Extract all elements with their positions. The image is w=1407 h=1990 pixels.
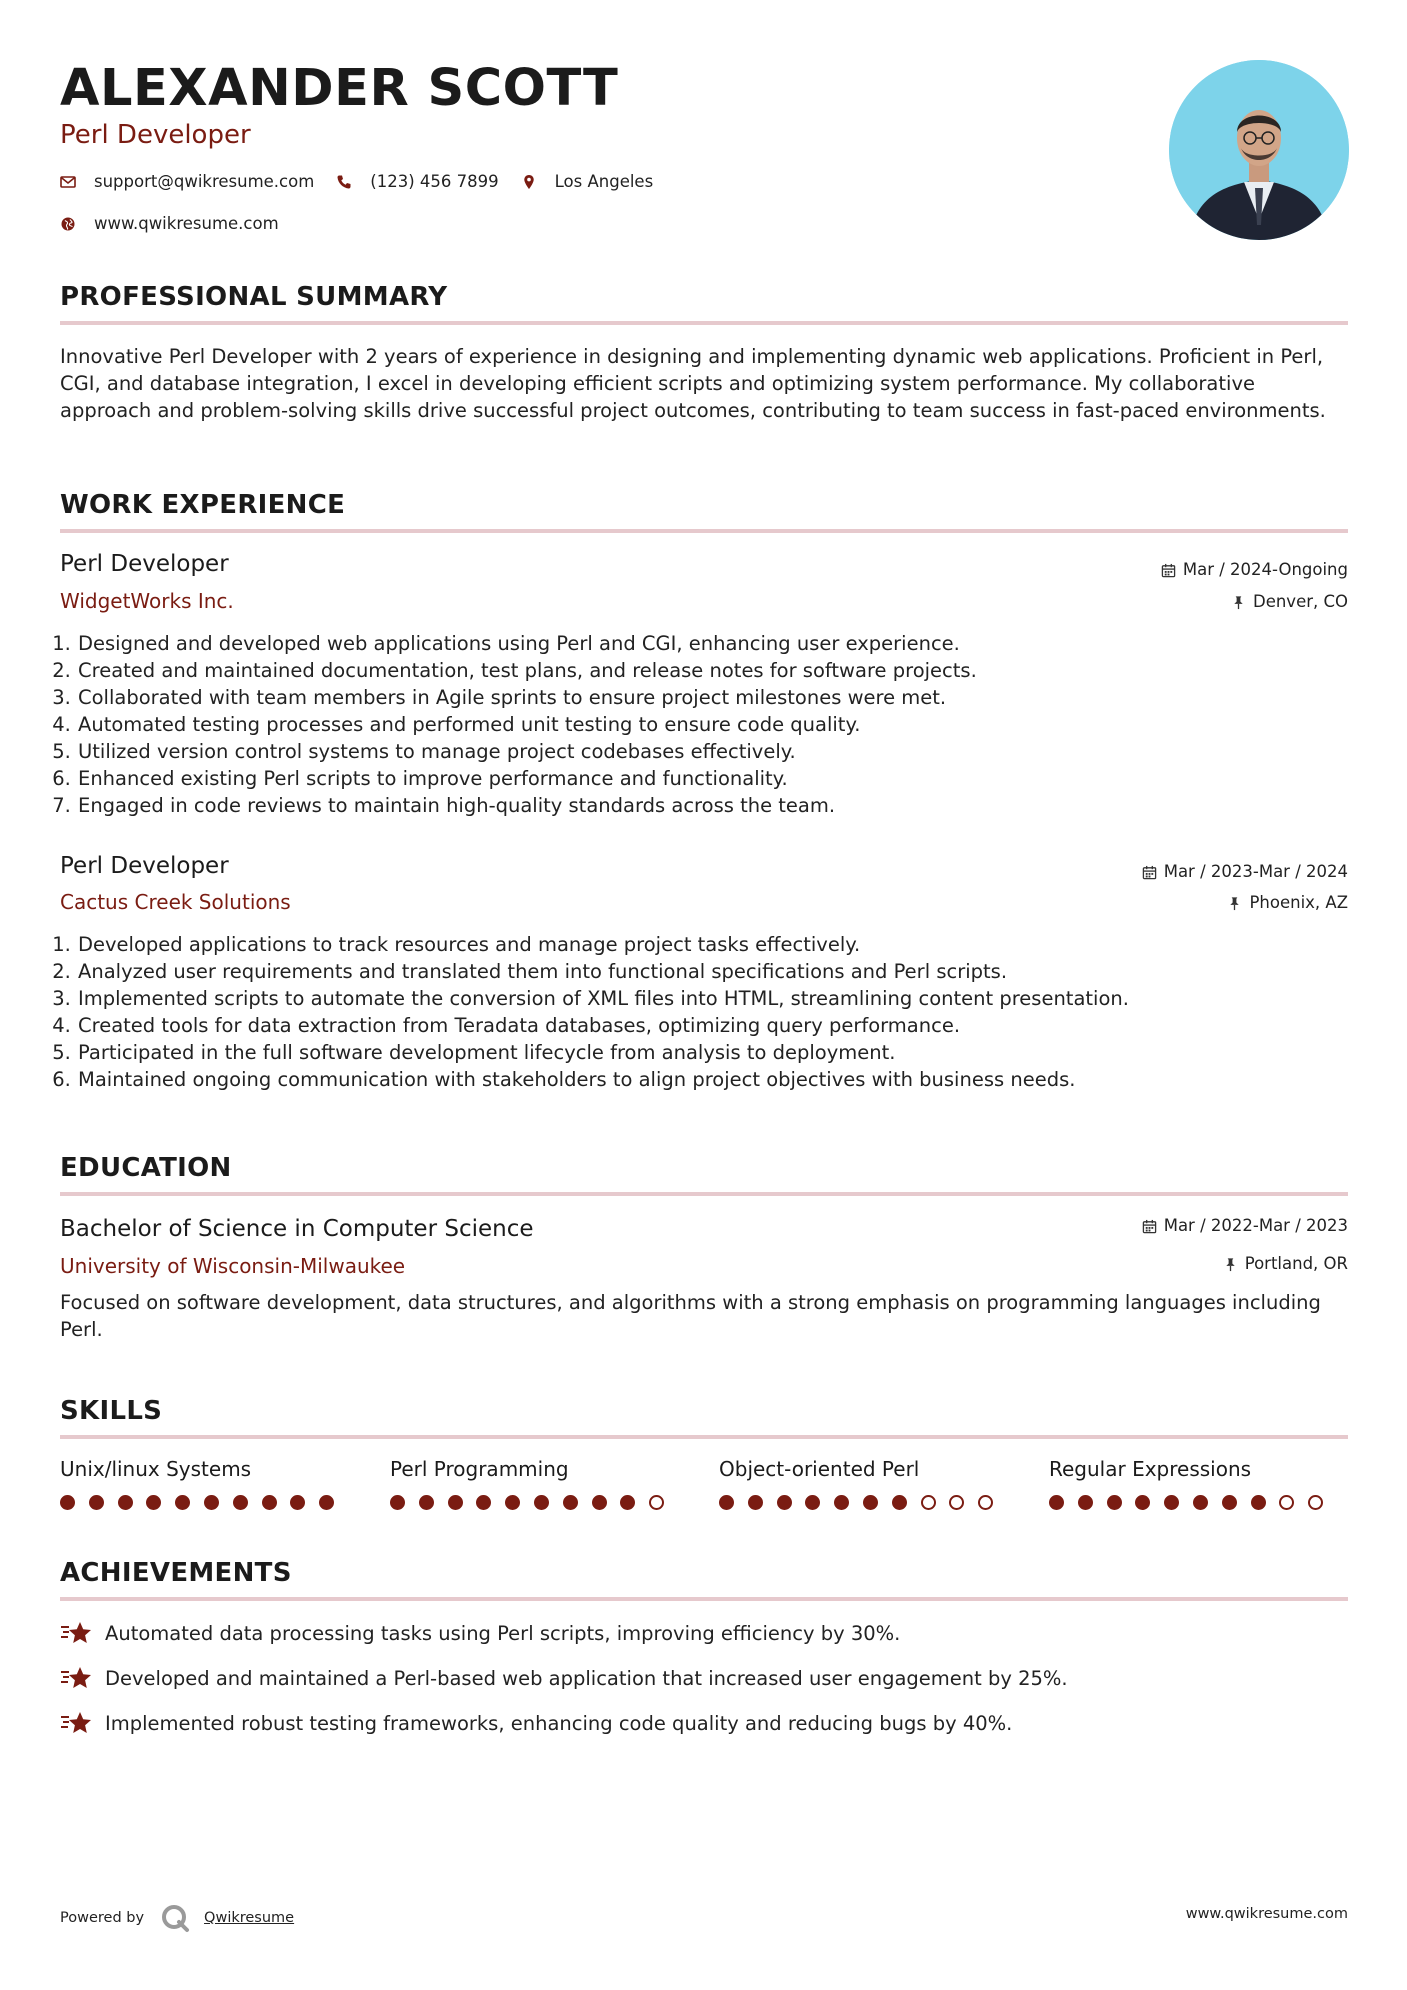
star-icon xyxy=(60,1665,93,1692)
section-divider xyxy=(60,321,1348,325)
rating-dot-filled xyxy=(620,1495,635,1510)
rating-dot-filled xyxy=(204,1495,219,1510)
rating-dot-filled xyxy=(1049,1495,1064,1510)
job-location xyxy=(1231,591,1348,613)
duty-item: 5. Utilized version control systems to manage project codebases effectively. xyxy=(77,738,1348,765)
education-heading: EDUCATION xyxy=(60,1153,232,1183)
footer-powered-by xyxy=(60,1903,294,1933)
rating-dot-filled xyxy=(448,1495,463,1510)
rating-dot-filled xyxy=(805,1495,820,1510)
experience-heading: WORK EXPERIENCE xyxy=(60,490,346,520)
pushpin-icon xyxy=(1227,896,1242,911)
pushpin-icon xyxy=(1231,595,1246,610)
location-text: Denver, CO xyxy=(1252,592,1348,611)
school-name: University of Wisconsin-Milwaukee xyxy=(60,1254,406,1278)
duty-item: 6. Maintained ongoing communication with stakeholders to align project objectives with business needs. xyxy=(77,1066,1348,1093)
contact-row xyxy=(60,172,675,191)
rating-dot-filled xyxy=(863,1495,878,1510)
rating-dot-filled xyxy=(1222,1495,1237,1510)
rating-dot-filled xyxy=(1164,1495,1179,1510)
company-name: WidgetWorks Inc. xyxy=(60,589,234,613)
education-location xyxy=(1223,1253,1348,1275)
skill-name: Unix/linux Systems xyxy=(60,1457,252,1481)
skill-name: Object-oriented Perl xyxy=(719,1457,920,1481)
envelope-icon xyxy=(60,174,76,190)
skills-heading: SKILLS xyxy=(60,1396,163,1426)
achievement-text: Automated data processing tasks using Perl scripts, improving efficiency by 30%. xyxy=(105,1622,901,1645)
website-text: www.qwikresume.com xyxy=(94,214,279,233)
qwikresume-logo-icon xyxy=(160,1903,190,1933)
achievements-heading: ACHIEVEMENTS xyxy=(60,1558,292,1588)
calendar-icon xyxy=(1161,563,1176,578)
resume-page xyxy=(60,0,1348,1990)
rating-dot-filled xyxy=(175,1495,190,1510)
section-divider xyxy=(60,1597,1348,1601)
job-dates xyxy=(1142,861,1348,883)
skill-rating xyxy=(719,1495,1007,1510)
rating-dot-filled xyxy=(233,1495,248,1510)
duty-item: 1. Developed applications to track resources and manage project tasks effectively. xyxy=(77,931,1348,958)
rating-dot-empty xyxy=(1308,1495,1323,1510)
rating-dot-filled xyxy=(777,1495,792,1510)
section-divider xyxy=(60,1192,1348,1196)
email-text: support@qwikresume.com xyxy=(94,172,315,191)
brand-link[interactable]: Qwikresume xyxy=(204,1910,295,1926)
dates-text: Mar / 2023-Mar / 2024 xyxy=(1163,862,1348,881)
rating-dot-filled xyxy=(476,1495,491,1510)
job-location xyxy=(1227,892,1348,914)
skill-name: Perl Programming xyxy=(390,1457,569,1481)
rating-dot-filled xyxy=(390,1495,405,1510)
rating-dot-filled xyxy=(748,1495,763,1510)
pushpin-icon xyxy=(1223,1257,1238,1272)
powered-by-label: Powered by xyxy=(60,1910,145,1926)
rating-dot-filled xyxy=(419,1495,434,1510)
rating-dot-filled xyxy=(118,1495,133,1510)
rating-dot-filled xyxy=(60,1495,75,1510)
location-text: Los Angeles xyxy=(554,172,654,191)
degree-title: Bachelor of Science in Computer Science xyxy=(60,1216,534,1242)
rating-dot-filled xyxy=(1135,1495,1150,1510)
dates-text: Mar / 2024-Ongoing xyxy=(1182,560,1348,579)
section-divider xyxy=(60,529,1348,533)
duty-item: 2. Created and maintained documentation, test plans, and release notes for software projects. xyxy=(77,657,1348,684)
rating-dot-filled xyxy=(1107,1495,1122,1510)
rating-dot-filled xyxy=(1078,1495,1093,1510)
section-divider xyxy=(60,1435,1348,1439)
rating-dot-filled xyxy=(719,1495,734,1510)
achievement-item xyxy=(60,1665,1068,1692)
skill-name: Regular Expressions xyxy=(1049,1457,1252,1481)
profile-photo xyxy=(1169,60,1349,240)
duty-item: 1. Designed and developed web applications using Perl and CGI, enhancing user experience. xyxy=(77,630,1348,657)
dates-text: Mar / 2022-Mar / 2023 xyxy=(1163,1216,1348,1235)
portrait-image xyxy=(1169,60,1349,240)
contact-phone[interactable] xyxy=(336,172,498,191)
duty-item: 3. Implemented scripts to automate the conversion of XML files into HTML, streamlining content presentation. xyxy=(77,985,1348,1012)
summary-heading: PROFESSIONAL SUMMARY xyxy=(60,282,448,312)
education-dates xyxy=(1142,1215,1348,1237)
contact-website[interactable] xyxy=(60,214,279,233)
rating-dot-filled xyxy=(290,1495,305,1510)
star-icon xyxy=(60,1620,93,1647)
duty-item: 7. Engaged in code reviews to maintain high-quality standards across the team. xyxy=(77,792,1348,819)
rating-dot-empty xyxy=(921,1495,936,1510)
contact-location xyxy=(521,172,654,191)
achievement-item xyxy=(60,1620,900,1647)
rating-dot-empty xyxy=(649,1495,664,1510)
duties-list xyxy=(60,931,1348,1093)
rating-dot-empty xyxy=(978,1495,993,1510)
rating-dot-filled xyxy=(146,1495,161,1510)
skill-rating xyxy=(1049,1495,1337,1510)
rating-dot-filled xyxy=(892,1495,907,1510)
candidate-role: Perl Developer xyxy=(60,120,251,150)
map-pin-icon xyxy=(521,174,537,190)
duty-item: 3. Collaborated with team members in Agile sprints to ensure project milestones were met. xyxy=(77,684,1348,711)
phone-text: (123) 456 7899 xyxy=(370,172,499,191)
rating-dot-filled xyxy=(1193,1495,1208,1510)
rating-dot-filled xyxy=(1251,1495,1266,1510)
phone-icon xyxy=(336,174,352,190)
globe-icon xyxy=(60,216,76,232)
rating-dot-filled xyxy=(563,1495,578,1510)
achievement-text: Implemented robust testing frameworks, enhancing code quality and reducing bugs by 40%. xyxy=(105,1712,1013,1735)
skill-item xyxy=(719,1455,1019,1483)
duty-item: 4. Created tools for data extraction from Teradata databases, optimizing query performance. xyxy=(77,1012,1348,1039)
calendar-icon xyxy=(1142,865,1157,880)
contact-row-website xyxy=(60,214,301,233)
summary-text: Innovative Perl Developer with 2 years of experience in designing and implementing dynamic web applications. Proficient in Perl, CGI, and database integration, I excel in developing efficient scripts and optimizing system performance. My collaborative approach and problem-solving skills drive successful project outcomes, contributing to team success in fast-paced environments. xyxy=(60,345,1326,422)
duties-list xyxy=(60,630,1348,819)
duty-item: 6. Enhanced existing Perl scripts to improve performance and functionality. xyxy=(77,765,1348,792)
skill-item xyxy=(60,1455,360,1483)
rating-dot-filled xyxy=(505,1495,520,1510)
rating-dot-filled xyxy=(534,1495,549,1510)
job-title: Perl Developer xyxy=(60,551,229,577)
achievement-item xyxy=(60,1710,1012,1737)
rating-dot-filled xyxy=(592,1495,607,1510)
footer-website[interactable]: www.qwikresume.com xyxy=(1185,1906,1348,1922)
job-title: Perl Developer xyxy=(60,853,229,879)
duty-item: 5. Participated in the full software development lifecycle from analysis to deployment. xyxy=(77,1039,1348,1066)
star-icon xyxy=(60,1710,93,1737)
duty-item: 2. Analyzed user requirements and translated them into functional specifications and Perl scripts. xyxy=(77,958,1348,985)
skill-rating xyxy=(390,1495,678,1510)
rating-dot-filled xyxy=(319,1495,334,1510)
achievement-text: Developed and maintained a Perl-based web application that increased user engagement by 25%. xyxy=(105,1667,1068,1690)
skill-rating xyxy=(60,1495,348,1510)
skill-item xyxy=(1049,1455,1349,1483)
candidate-name: ALEXANDER SCOTT xyxy=(60,59,619,118)
duty-item: 4. Automated testing processes and performed unit testing to ensure code quality. xyxy=(77,711,1348,738)
job-dates xyxy=(1161,559,1348,581)
rating-dot-filled xyxy=(834,1495,849,1510)
calendar-icon xyxy=(1142,1219,1157,1234)
education-description: Focused on software development, data structures, and algorithms with a strong emphasis on programming languages including Perl. xyxy=(60,1291,1321,1341)
contact-email[interactable] xyxy=(60,172,314,191)
company-name: Cactus Creek Solutions xyxy=(60,890,291,914)
rating-dot-empty xyxy=(1279,1495,1294,1510)
location-text: Phoenix, AZ xyxy=(1249,893,1348,912)
location-text: Portland, OR xyxy=(1244,1254,1348,1273)
rating-dot-filled xyxy=(262,1495,277,1510)
skill-item xyxy=(390,1455,690,1483)
rating-dot-filled xyxy=(89,1495,104,1510)
rating-dot-empty xyxy=(949,1495,964,1510)
